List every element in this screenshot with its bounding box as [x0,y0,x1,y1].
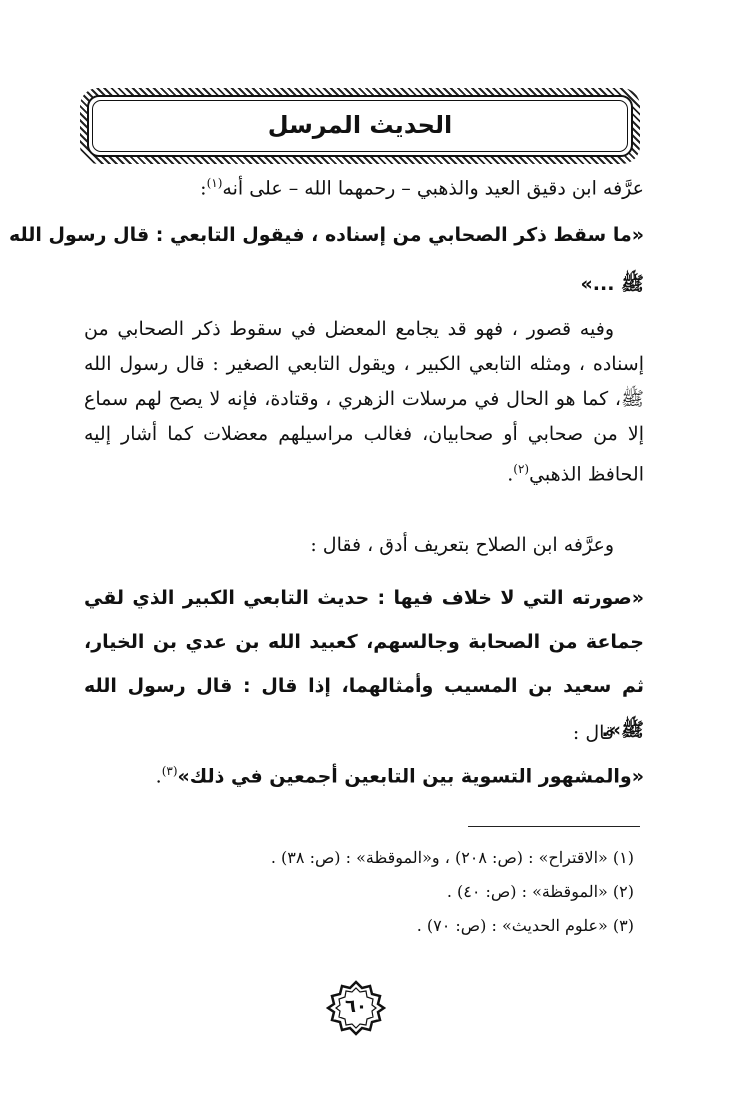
footnote-divider [468,826,640,827]
quote1-line1: «ما سقط ذكر الصحابي من إسناده ، فيقول التابعي : قال رسول الله [8,224,644,246]
quote1-line2: ﷺ ...» [580,273,644,295]
quote3-text: «والمشهور التسوية بين التابعين أجمعين في ذلك» [177,765,644,788]
intro-text: عرَّفه ابن دقيق العيد والذهبي – رحمهما الله – على أنه [222,177,644,200]
said-line: قال : [572,722,614,744]
critique-end: . [507,463,514,486]
title-frame [80,88,640,164]
footnote-ref-3: (٣) [161,764,178,778]
ibn-salah-intro: وعرَّفه ابن الصلاح بتعريف أدق ، فقال : [310,534,614,556]
chapter-title: الحديث المرسل [267,111,453,139]
intro-line [84,176,644,199]
title-box [87,95,633,157]
page-number-ornament [326,980,386,1036]
quote3-line [84,764,644,787]
quote2: «صورته التي لا خلاف فيها : حديث التابعي الكبير الذي لقي جماعة من الصحابة وجالسهم، كعبيد الله بن عدي بن الخيار، ثم سعيد بن المسيب وأمثالهما، إذا قال : قال رسول الله ﷺ». [84,587,644,741]
critique-text: وفيه قصور ، فهو قد يجامع المعضل في سقوط ذكر الصحابي من إسناده ، ومثله التابعي الكبير ، ويقول التابعي الصغير : قال رسول الله ﷺ، كما هو الحال في مرسلات الزهري ، وقتادة، فإنه لا يصح لهم سماع إلا من صحابي أو صحابيان، فغالب مراسيلهم معضلات كما أشار إليه الحافظ الذهبي [84,318,644,486]
critique-paragraph [84,312,644,492]
footnote-ref-2: (٢) [513,462,530,476]
quote3-end: . [155,765,162,788]
footnote-2: (٢) «الموقظة» : (ص: ٤٠) . [446,882,634,901]
footnote-3: (٣) «علوم الحديث» : (ص: ٧٠) . [416,916,634,935]
footnote-1: (١) «الاقتراح» : (ص: ٢٠٨) ، و«الموقظة» : (ص: ٣٨) . [270,848,634,867]
footnote-ref-1: (١) [206,176,223,190]
intro-colon: : [200,177,207,200]
page-number: ٦٠ [345,996,367,1017]
